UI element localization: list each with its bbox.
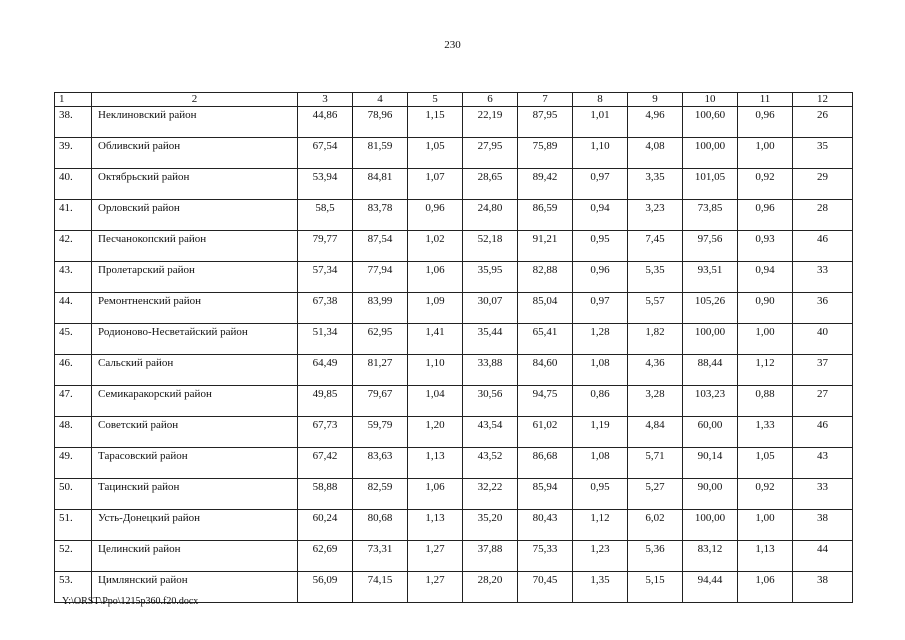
value-cell-col-10: 100,00: [683, 324, 738, 355]
value-cell-col-7: 86,68: [518, 448, 573, 479]
value-cell-col-5: 1,10: [408, 355, 463, 386]
value-cell-col-4: 84,81: [353, 169, 408, 200]
value-cell-col-10: 100,00: [683, 138, 738, 169]
district-name-cell: Неклиновский район: [92, 107, 298, 138]
row-number-cell: 50.: [55, 479, 92, 510]
value-cell-col-7: 75,33: [518, 541, 573, 572]
value-cell-col-11: 0,93: [738, 231, 793, 262]
value-cell-col-11: 0,94: [738, 262, 793, 293]
value-cell-col-8: 1,08: [573, 355, 628, 386]
value-cell-col-11: 1,05: [738, 448, 793, 479]
district-name-cell: Песчанокопский район: [92, 231, 298, 262]
value-cell-col-6: 28,20: [463, 572, 518, 603]
value-cell-col-6: 28,65: [463, 169, 518, 200]
table-row: [55, 107, 853, 138]
column-header-11: 11: [738, 93, 793, 107]
value-cell-col-5: 1,07: [408, 169, 463, 200]
table-row: [55, 231, 853, 262]
value-cell-col-3: 58,88: [298, 479, 353, 510]
value-cell-col-6: 35,20: [463, 510, 518, 541]
value-cell-col-6: 24,80: [463, 200, 518, 231]
value-cell-col-11: 0,96: [738, 200, 793, 231]
value-cell-col-9: 4,96: [628, 107, 683, 138]
table-row: [55, 262, 853, 293]
value-cell-col-10: 90,00: [683, 479, 738, 510]
table-row: [55, 138, 853, 169]
value-cell-col-3: 53,94: [298, 169, 353, 200]
value-cell-col-5: 0,96: [408, 200, 463, 231]
value-cell-col-10: 105,26: [683, 293, 738, 324]
district-name-cell: Пролетарский район: [92, 262, 298, 293]
row-number-cell: 44.: [55, 293, 92, 324]
table-row: [55, 324, 853, 355]
value-cell-col-3: 58,5: [298, 200, 353, 231]
value-cell-col-8: 1,28: [573, 324, 628, 355]
value-cell-col-6: 35,44: [463, 324, 518, 355]
district-name-cell: Октябрьский район: [92, 169, 298, 200]
value-cell-col-3: 79,77: [298, 231, 353, 262]
row-number-cell: 46.: [55, 355, 92, 386]
value-cell-col-6: 32,22: [463, 479, 518, 510]
value-cell-col-4: 59,79: [353, 417, 408, 448]
value-cell-col-5: 1,06: [408, 479, 463, 510]
value-cell-col-10: 88,44: [683, 355, 738, 386]
value-cell-col-9: 5,35: [628, 262, 683, 293]
value-cell-col-4: 80,68: [353, 510, 408, 541]
value-cell-col-4: 83,99: [353, 293, 408, 324]
value-cell-col-11: 0,88: [738, 386, 793, 417]
district-name-cell: Тарасовский район: [92, 448, 298, 479]
value-cell-col-3: 67,73: [298, 417, 353, 448]
value-cell-col-9: 7,45: [628, 231, 683, 262]
value-cell-col-7: 82,88: [518, 262, 573, 293]
column-header-2: 2: [92, 93, 298, 107]
value-cell-col-9: 5,27: [628, 479, 683, 510]
value-cell-col-6: 22,19: [463, 107, 518, 138]
value-cell-col-12: 46: [793, 231, 853, 262]
value-cell-col-11: 1,06: [738, 572, 793, 603]
value-cell-col-4: 79,67: [353, 386, 408, 417]
value-cell-col-9: 5,36: [628, 541, 683, 572]
value-cell-col-8: 1,19: [573, 417, 628, 448]
value-cell-col-6: 30,07: [463, 293, 518, 324]
value-cell-col-8: 0,97: [573, 293, 628, 324]
value-cell-col-10: 101,05: [683, 169, 738, 200]
value-cell-col-12: 33: [793, 262, 853, 293]
value-cell-col-10: 90,14: [683, 448, 738, 479]
value-cell-col-12: 29: [793, 169, 853, 200]
value-cell-col-7: 61,02: [518, 417, 573, 448]
value-cell-col-7: 84,60: [518, 355, 573, 386]
district-name-cell: Родионово-Несветайский район: [92, 324, 298, 355]
value-cell-col-4: 62,95: [353, 324, 408, 355]
district-name-cell: Семикаракорский район: [92, 386, 298, 417]
column-header-12: 12: [793, 93, 853, 107]
district-name-cell: Сальский район: [92, 355, 298, 386]
value-cell-col-10: 93,51: [683, 262, 738, 293]
value-cell-col-9: 4,36: [628, 355, 683, 386]
table-row: [55, 479, 853, 510]
value-cell-col-5: 1,13: [408, 448, 463, 479]
value-cell-col-11: 1,12: [738, 355, 793, 386]
value-cell-col-9: 5,71: [628, 448, 683, 479]
value-cell-col-11: 1,33: [738, 417, 793, 448]
value-cell-col-5: 1,02: [408, 231, 463, 262]
district-name-cell: Целинский район: [92, 541, 298, 572]
value-cell-col-11: 0,92: [738, 169, 793, 200]
value-cell-col-12: 36: [793, 293, 853, 324]
value-cell-col-4: 81,27: [353, 355, 408, 386]
row-number-cell: 43.: [55, 262, 92, 293]
column-header-3: 3: [298, 93, 353, 107]
value-cell-col-8: 0,94: [573, 200, 628, 231]
value-cell-col-10: 100,00: [683, 510, 738, 541]
value-cell-col-10: 60,00: [683, 417, 738, 448]
value-cell-col-12: 46: [793, 417, 853, 448]
value-cell-col-10: 103,23: [683, 386, 738, 417]
table-row: [55, 200, 853, 231]
value-cell-col-6: 33,88: [463, 355, 518, 386]
value-cell-col-8: 1,12: [573, 510, 628, 541]
value-cell-col-3: 67,54: [298, 138, 353, 169]
value-cell-col-10: 100,60: [683, 107, 738, 138]
value-cell-col-7: 65,41: [518, 324, 573, 355]
value-cell-col-3: 60,24: [298, 510, 353, 541]
document-file-path: Y:\ORST\Ppo\1215p360.f20.docx: [62, 596, 199, 607]
value-cell-col-4: 78,96: [353, 107, 408, 138]
value-cell-col-4: 77,94: [353, 262, 408, 293]
value-cell-col-11: 1,00: [738, 138, 793, 169]
value-cell-col-3: 67,38: [298, 293, 353, 324]
value-cell-col-5: 1,27: [408, 541, 463, 572]
value-cell-col-5: 1,15: [408, 107, 463, 138]
value-cell-col-12: 40: [793, 324, 853, 355]
value-cell-col-6: 35,95: [463, 262, 518, 293]
value-cell-col-4: 83,78: [353, 200, 408, 231]
value-cell-col-8: 1,01: [573, 107, 628, 138]
value-cell-col-3: 67,42: [298, 448, 353, 479]
value-cell-col-5: 1,06: [408, 262, 463, 293]
value-cell-col-12: 26: [793, 107, 853, 138]
value-cell-col-12: 33: [793, 479, 853, 510]
value-cell-col-3: 44,86: [298, 107, 353, 138]
column-header-9: 9: [628, 93, 683, 107]
value-cell-col-7: 80,43: [518, 510, 573, 541]
value-cell-col-4: 74,15: [353, 572, 408, 603]
district-name-cell: Цимлянский район: [92, 572, 298, 603]
table-header-row: [55, 93, 853, 107]
value-cell-col-8: 0,95: [573, 479, 628, 510]
row-number-cell: 42.: [55, 231, 92, 262]
value-cell-col-12: 43: [793, 448, 853, 479]
value-cell-col-10: 73,85: [683, 200, 738, 231]
value-cell-col-5: 1,04: [408, 386, 463, 417]
value-cell-col-3: 62,69: [298, 541, 353, 572]
district-name-cell: Тацинский район: [92, 479, 298, 510]
value-cell-col-7: 70,45: [518, 572, 573, 603]
row-number-cell: 48.: [55, 417, 92, 448]
value-cell-col-5: 1,05: [408, 138, 463, 169]
row-number-cell: 45.: [55, 324, 92, 355]
value-cell-col-8: 1,35: [573, 572, 628, 603]
row-number-cell: 41.: [55, 200, 92, 231]
value-cell-col-6: 37,88: [463, 541, 518, 572]
value-cell-col-12: 35: [793, 138, 853, 169]
table-row: [55, 541, 853, 572]
district-name-cell: Усть-Донецкий район: [92, 510, 298, 541]
value-cell-col-9: 5,15: [628, 572, 683, 603]
table-body: [55, 107, 853, 603]
column-header-6: 6: [463, 93, 518, 107]
value-cell-col-9: 6,02: [628, 510, 683, 541]
table-row: [55, 169, 853, 200]
value-cell-col-9: 1,82: [628, 324, 683, 355]
value-cell-col-6: 43,54: [463, 417, 518, 448]
row-number-cell: 52.: [55, 541, 92, 572]
column-header-7: 7: [518, 93, 573, 107]
district-name-cell: Орловский район: [92, 200, 298, 231]
value-cell-col-7: 86,59: [518, 200, 573, 231]
value-cell-col-4: 73,31: [353, 541, 408, 572]
value-cell-col-8: 1,23: [573, 541, 628, 572]
value-cell-col-5: 1,13: [408, 510, 463, 541]
value-cell-col-4: 82,59: [353, 479, 408, 510]
value-cell-col-7: 85,04: [518, 293, 573, 324]
value-cell-col-4: 83,63: [353, 448, 408, 479]
value-cell-col-6: 52,18: [463, 231, 518, 262]
value-cell-col-10: 97,56: [683, 231, 738, 262]
value-cell-col-11: 1,00: [738, 510, 793, 541]
value-cell-col-11: 0,96: [738, 107, 793, 138]
row-number-cell: 39.: [55, 138, 92, 169]
value-cell-col-8: 0,95: [573, 231, 628, 262]
value-cell-col-7: 94,75: [518, 386, 573, 417]
district-name-cell: Советский район: [92, 417, 298, 448]
value-cell-col-12: 28: [793, 200, 853, 231]
table-row: [55, 355, 853, 386]
table-row: [55, 510, 853, 541]
value-cell-col-10: 94,44: [683, 572, 738, 603]
district-name-cell: Ремонтненский район: [92, 293, 298, 324]
row-number-cell: 53.: [55, 572, 92, 603]
column-header-8: 8: [573, 93, 628, 107]
district-name-cell: Обливский район: [92, 138, 298, 169]
value-cell-col-3: 57,34: [298, 262, 353, 293]
value-cell-col-7: 91,21: [518, 231, 573, 262]
value-cell-col-7: 89,42: [518, 169, 573, 200]
value-cell-col-11: 1,00: [738, 324, 793, 355]
value-cell-col-9: 4,84: [628, 417, 683, 448]
value-cell-col-12: 38: [793, 572, 853, 603]
value-cell-col-4: 81,59: [353, 138, 408, 169]
value-cell-col-10: 83,12: [683, 541, 738, 572]
value-cell-col-11: 0,90: [738, 293, 793, 324]
row-number-cell: 40.: [55, 169, 92, 200]
value-cell-col-4: 87,54: [353, 231, 408, 262]
value-cell-col-8: 0,97: [573, 169, 628, 200]
column-header-4: 4: [353, 93, 408, 107]
value-cell-col-9: 3,28: [628, 386, 683, 417]
value-cell-col-3: 64,49: [298, 355, 353, 386]
table-row: [55, 417, 853, 448]
row-number-cell: 49.: [55, 448, 92, 479]
district-data-table: [54, 92, 853, 603]
row-number-cell: 51.: [55, 510, 92, 541]
value-cell-col-9: 4,08: [628, 138, 683, 169]
value-cell-col-11: 0,92: [738, 479, 793, 510]
column-header-5: 5: [408, 93, 463, 107]
value-cell-col-11: 1,13: [738, 541, 793, 572]
value-cell-col-3: 56,09: [298, 572, 353, 603]
value-cell-col-6: 27,95: [463, 138, 518, 169]
value-cell-col-12: 38: [793, 510, 853, 541]
column-header-10: 10: [683, 93, 738, 107]
value-cell-col-3: 49,85: [298, 386, 353, 417]
value-cell-col-3: 51,34: [298, 324, 353, 355]
value-cell-col-5: 1,09: [408, 293, 463, 324]
value-cell-col-7: 75,89: [518, 138, 573, 169]
table-row: [55, 293, 853, 324]
value-cell-col-5: 1,27: [408, 572, 463, 603]
row-number-cell: 38.: [55, 107, 92, 138]
value-cell-col-9: 3,35: [628, 169, 683, 200]
value-cell-col-8: 0,86: [573, 386, 628, 417]
value-cell-col-7: 87,95: [518, 107, 573, 138]
column-header-1: 1: [55, 93, 92, 107]
value-cell-col-12: 44: [793, 541, 853, 572]
value-cell-col-6: 43,52: [463, 448, 518, 479]
value-cell-col-5: 1,41: [408, 324, 463, 355]
value-cell-col-5: 1,20: [408, 417, 463, 448]
value-cell-col-8: 0,96: [573, 262, 628, 293]
value-cell-col-9: 3,23: [628, 200, 683, 231]
page-number: 230: [444, 39, 461, 51]
table-row: [55, 448, 853, 479]
value-cell-col-8: 1,10: [573, 138, 628, 169]
value-cell-col-8: 1,08: [573, 448, 628, 479]
value-cell-col-12: 37: [793, 355, 853, 386]
value-cell-col-6: 30,56: [463, 386, 518, 417]
value-cell-col-12: 27: [793, 386, 853, 417]
value-cell-col-9: 5,57: [628, 293, 683, 324]
table-row: [55, 386, 853, 417]
value-cell-col-7: 85,94: [518, 479, 573, 510]
row-number-cell: 47.: [55, 386, 92, 417]
